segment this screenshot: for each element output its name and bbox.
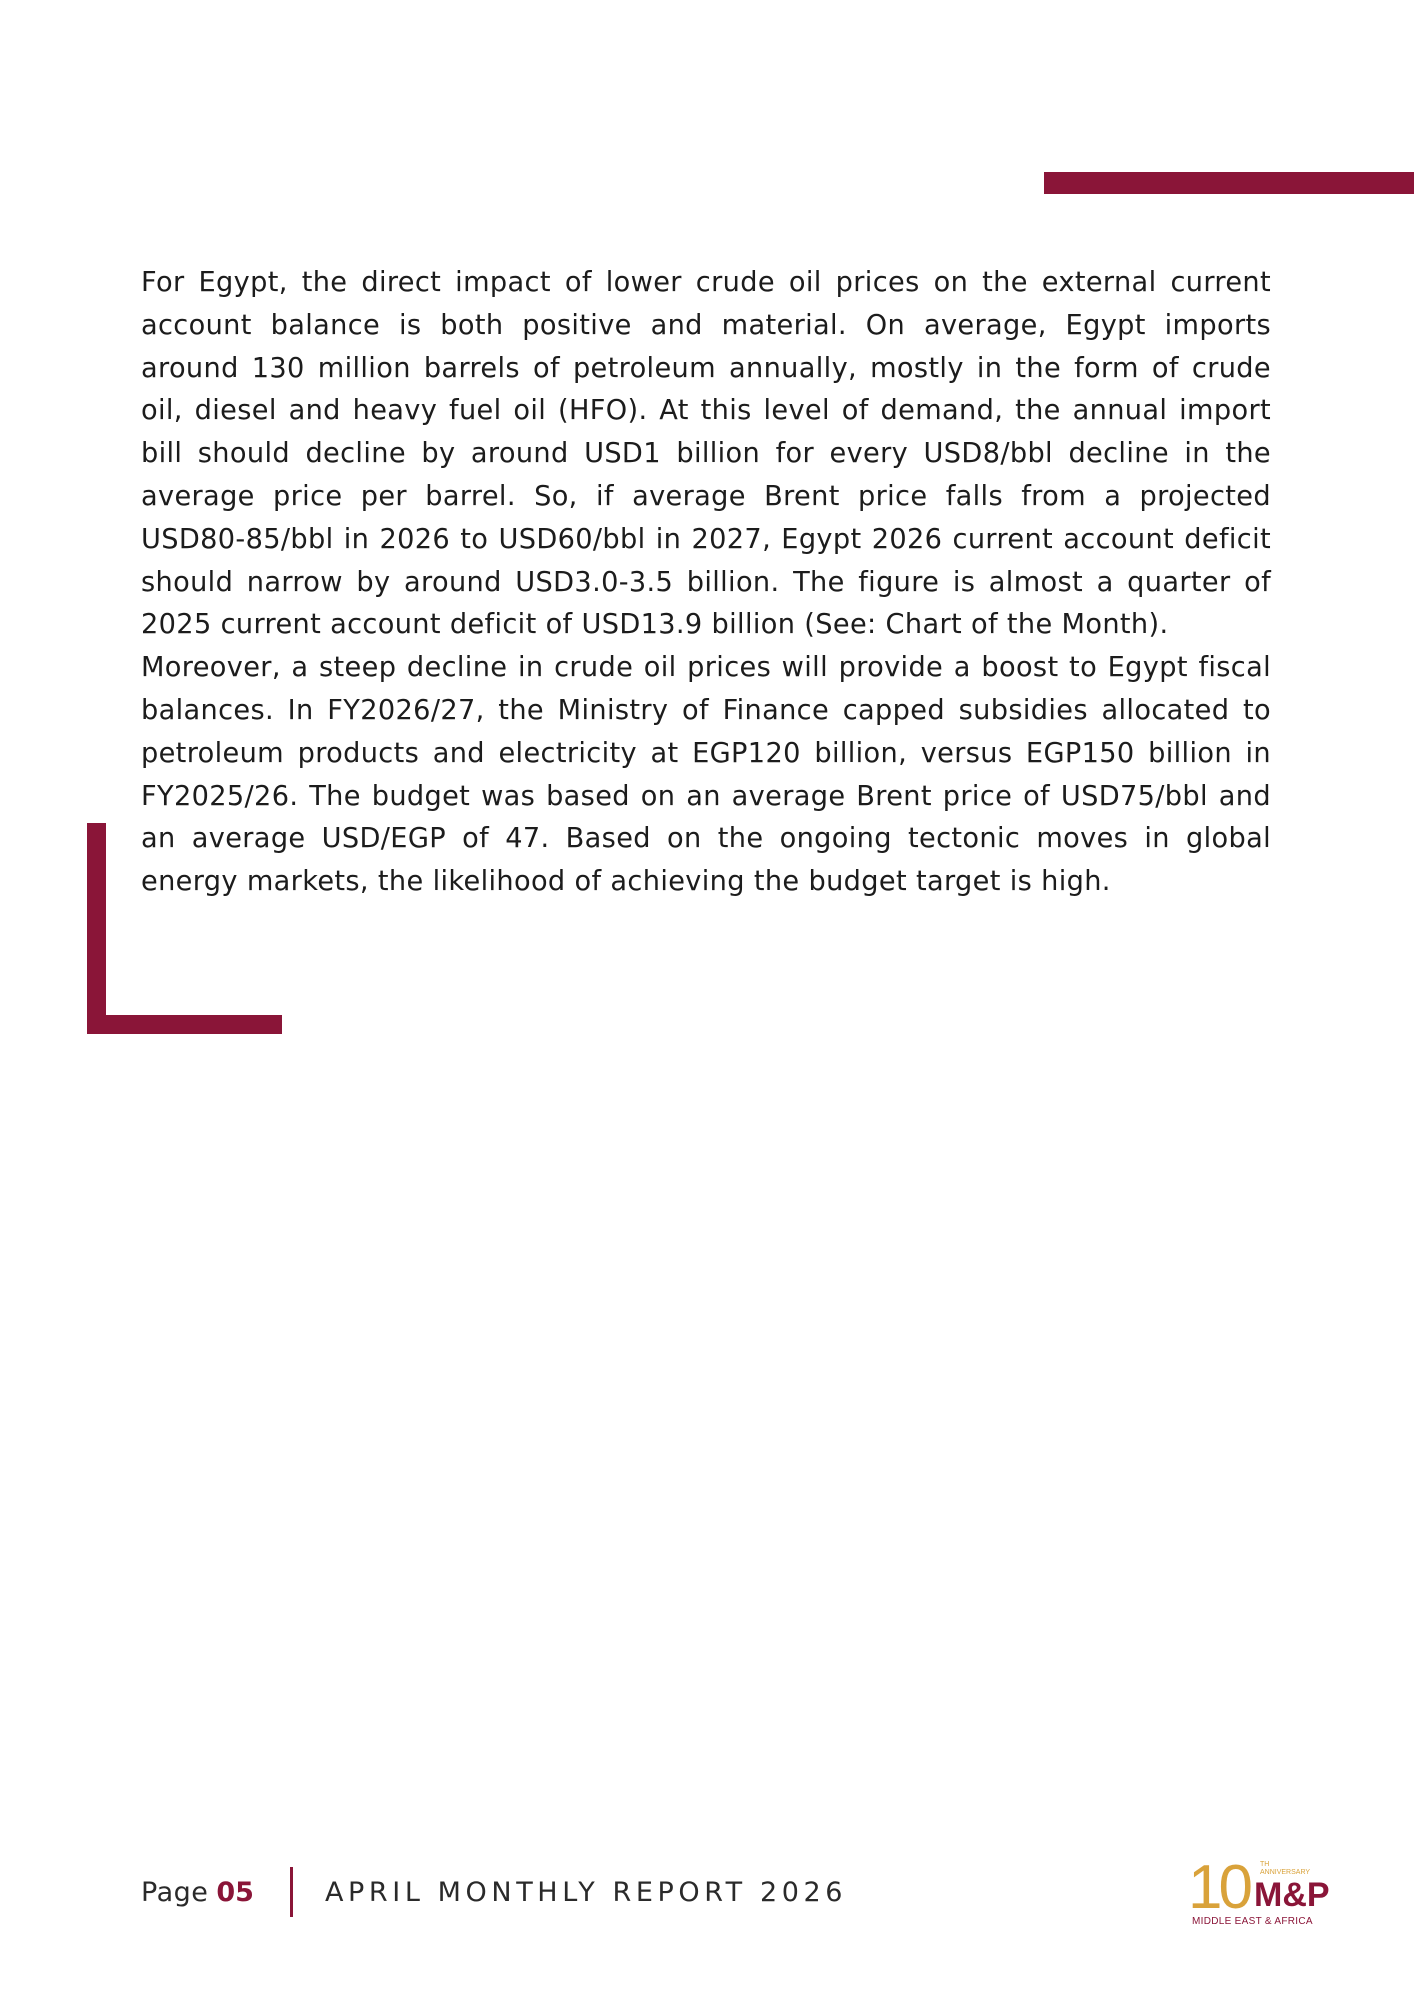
article-body xyxy=(141,262,1271,904)
corner-bracket-vertical xyxy=(87,823,106,1034)
report-title: APRIL MONTHLY REPORT 2026 xyxy=(324,1876,848,1908)
logo-superscript: TH xyxy=(1260,1861,1270,1868)
paragraph-fiscal-balances: Moreover, a steep decline in crude oil prices will provide a boost to Egypt fiscal balances. In FY2026/27, the Ministry of Finance capped subsidies allocated to petroleum products and electricity at EGP120 billion, versus EGP150 billion in FY2025/26. The budget was based on an average Brent price of USD75/bbl and an average USD/EGP of 47. Based on the ongoing tectonic moves in global energy markets, the likelihood of achieving the budget target is high. xyxy=(141,652,1271,898)
corner-bracket-horizontal xyxy=(87,1015,282,1034)
logo-anniversary-number: 10 xyxy=(1188,1853,1249,1922)
page-number: 05 xyxy=(216,1876,254,1908)
page-label: Page xyxy=(141,1876,209,1908)
footer-divider xyxy=(290,1867,293,1917)
logo-brand: M&P xyxy=(1254,1876,1330,1914)
paragraph-current-account: For Egypt, the direct impact of lower crude oil prices on the external current account balance is both positive and material. On average, Egypt imports around 130 million barrels of petroleum annually, mostly in the form of crude oil, diesel and heavy fuel oil (HFO). At this level of demand, the annual import bill should decline by around USD1 billion for every USD8/bbl decline in the average price per barrel. So, if average Brent price falls from a projected USD80-85/bbl in 2026 to USD60/bbl in 2027, Egypt 2026 current account deficit should narrow by around USD3.0-3.5 billion. The figure is almost a quarter of 2025 current account deficit of USD13.9 billion (See: Chart of the Month). xyxy=(141,267,1271,641)
logo-region: MIDDLE EAST & AFRICA xyxy=(1192,1916,1313,1927)
top-accent-bar xyxy=(1044,172,1414,194)
page-footer xyxy=(141,1865,847,1919)
company-logo xyxy=(1188,1852,1348,1928)
logo-anniversary-label: ANNIVERSARY xyxy=(1260,1869,1311,1876)
